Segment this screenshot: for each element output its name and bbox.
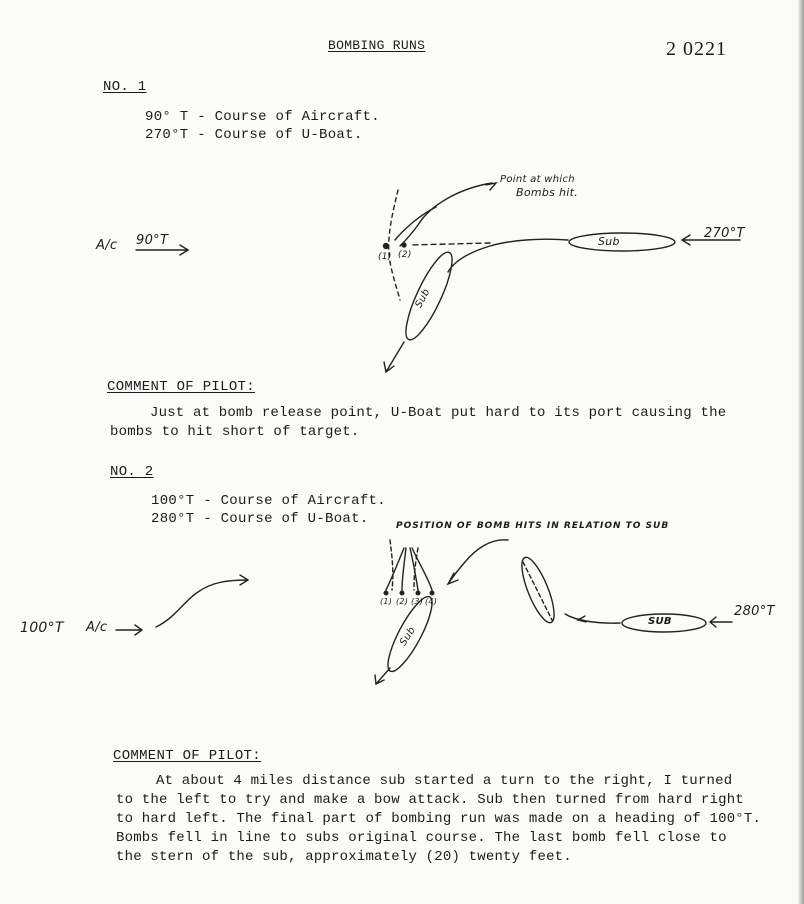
run2-course-aircraft: 100°T - Course of Aircraft. [151, 493, 386, 509]
run1-point-note-line1: Point at which [500, 174, 575, 185]
run1-sub-label: Sub [598, 235, 620, 248]
run2-bomb-4-label: (4) [425, 597, 438, 606]
run1-comment-line2: bombs to hit short of target. [110, 424, 360, 440]
run1-comment-heading: COMMENT OF PILOT: [107, 379, 255, 395]
page-edge-shadow [798, 0, 804, 904]
run2-sub-label: SUB [648, 616, 672, 627]
run2-sub-track-arrow [578, 616, 586, 622]
run2-comment-heading: COMMENT OF PILOT: [113, 748, 261, 764]
run2-ac-arrow [116, 625, 142, 635]
run2-bomb-3-label: (3) [411, 597, 424, 606]
run1-heading: NO. 1 [103, 79, 147, 95]
run1-sub-turned-label: Sub [413, 287, 433, 310]
run1-bomb-1-label: (1) [378, 252, 392, 262]
run1-bomb-2-label: (2) [398, 250, 412, 260]
run2-bomb-point-3 [416, 591, 420, 595]
run2-bomb-1-label: (1) [380, 597, 393, 606]
run2-ac-dash-1 [390, 540, 393, 590]
run2-leader-1 [386, 548, 404, 590]
run1-ac-label: A/c [96, 238, 118, 253]
run2-sub-heading: 280°T [734, 604, 775, 619]
run2-comment-text [116, 772, 761, 867]
run2-heading: NO. 2 [110, 464, 154, 480]
run2-sub-turned-label: Sub [398, 625, 418, 648]
run2-leader-2 [402, 548, 406, 590]
run2-comment-line2: to the left to try and make a bow attack. Sub then turned from hard right [116, 792, 744, 808]
run1-ac-heading: 90°T [136, 233, 169, 248]
run1-course-aircraft: 90° T - Course of Aircraft. [145, 109, 380, 125]
run2-sub-turn-arrow [375, 668, 390, 684]
run2-bomb-point-1 [384, 591, 388, 595]
run2-position-note: POSITION OF BOMB HITS IN RELATION TO SUB [396, 521, 670, 531]
run1-sub-heading: 270°T [704, 226, 745, 241]
run2-bomb-point-2 [400, 591, 404, 595]
run1-course-uboat: 270°T - Course of U-Boat. [145, 127, 363, 143]
run2-ac-heading: 100°T [20, 620, 64, 636]
run2-comment-line1: At about 4 miles distance sub started a turn to the right, I turned [156, 773, 733, 789]
document-title: BOMBING RUNS [328, 38, 426, 53]
run2-ac-turn-path [156, 575, 248, 627]
run2-bomb-2-label: (2) [396, 597, 409, 606]
run2-course-uboat: 280°T - Course of U-Boat. [151, 511, 369, 527]
run2-sub-mid-shape [516, 554, 561, 626]
run2-comment-line4: Bombs fell in line to subs original course. The last bomb fell close to [116, 830, 727, 846]
run2-comment-line5: the stern of the sub, approximately (20) twenty feet. [116, 849, 572, 865]
run2-ac-label: A/c [86, 620, 108, 635]
document-number: 2 0221 [666, 38, 727, 60]
run2-bomb-point-4 [430, 591, 434, 595]
run2-sub-track [565, 614, 620, 623]
run2-sub-heading-arrow [710, 617, 732, 627]
run1-point-note-line2: Bombs hit. [516, 186, 579, 199]
run1-comment-line1: Just at bomb release point, U-Boat put hard to its port causing the [150, 405, 727, 421]
run2-turn-arc-arrow [448, 573, 458, 584]
run2-turn-arc [448, 540, 508, 584]
run2-comment-line3: to hard left. The final part of bombing run was made on a heading of 100°T. [116, 811, 762, 827]
